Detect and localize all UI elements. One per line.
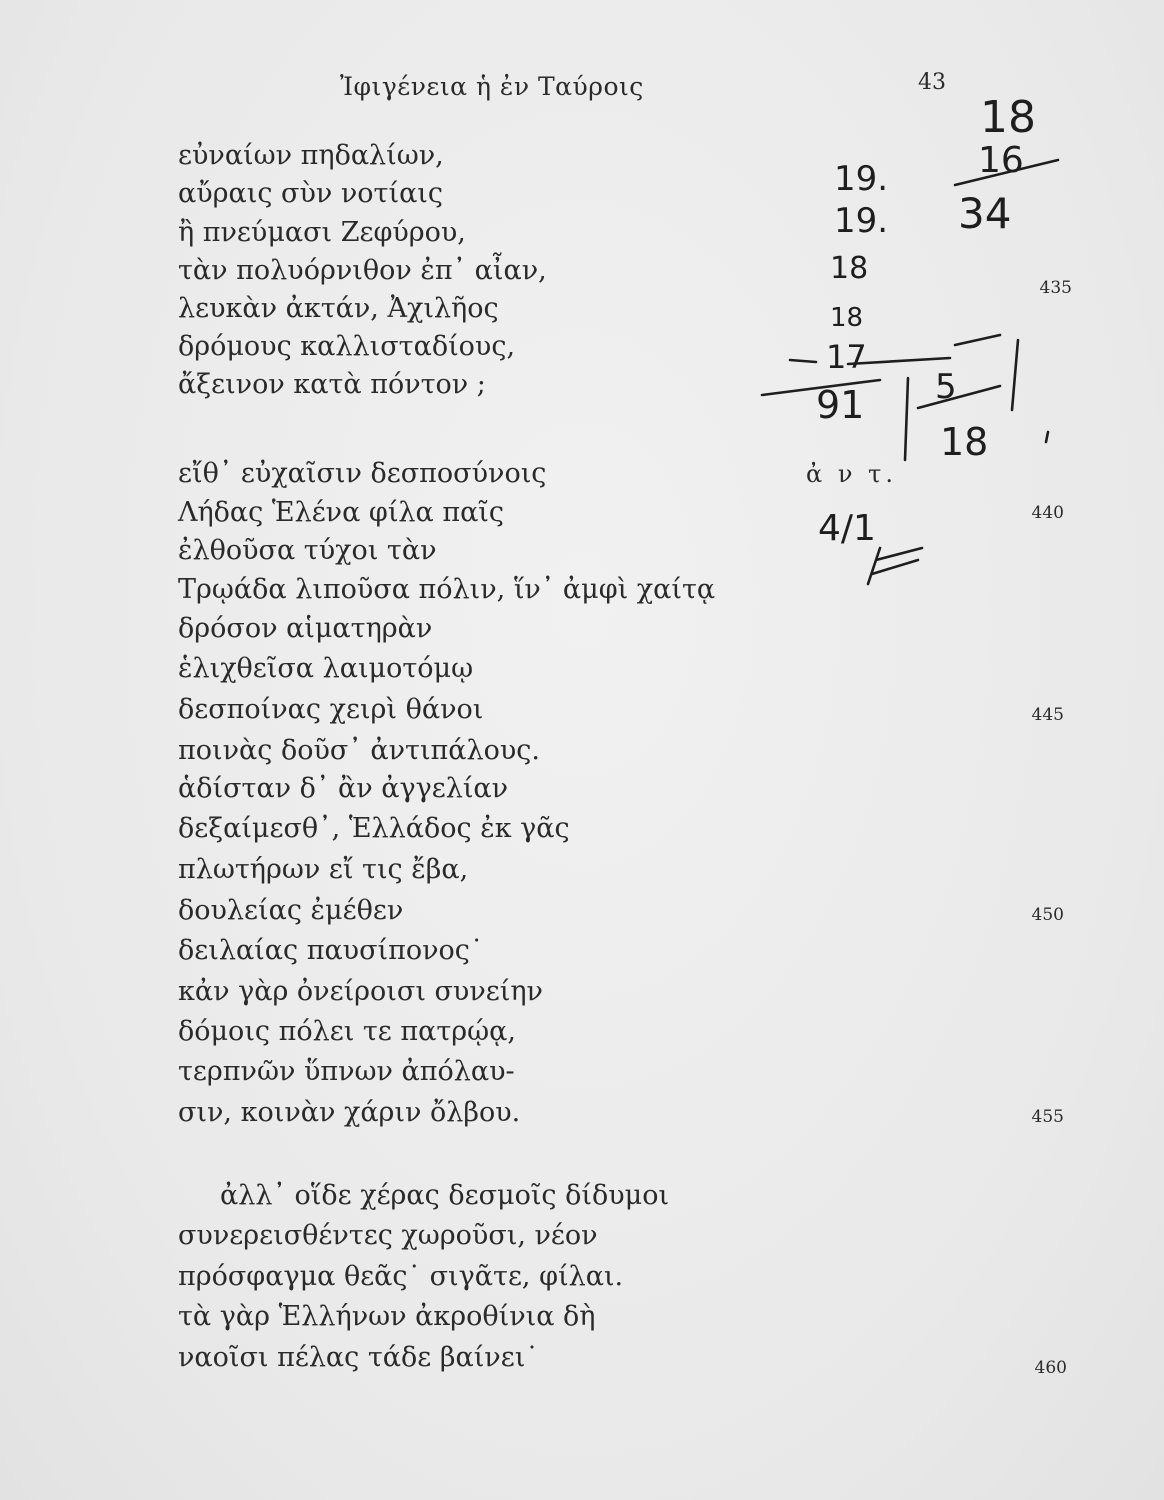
verse-line: Λήδας Ἑλένα φίλα παῖς [178,497,505,528]
verse-line: δεσποίνας χειρὶ θάνοι [178,694,484,725]
handwritten-count: 18 [830,303,864,333]
pencil-stroke [1012,340,1018,410]
verse-line: Τρῳάδα λιποῦσα πόλιν, ἵν᾽ ἀμφὶ χαίτᾳ [178,574,716,605]
verse-line: πλωτήρων εἴ τις ἔβα, [178,854,469,885]
pencil-sum-line [762,380,880,395]
verse-line: ἀλλ᾽ οἵδε χέρας δεσμοῖς δίδυμοι [220,1180,670,1211]
pencil-vertical [905,378,908,460]
handwritten-count: 19. [834,201,889,241]
verse-line: δόμοις πόλει τε πατρῴᾳ, [178,1016,517,1047]
verse-line: ποινὰς δοῦσ᾽ ἀντιπάλους. [178,735,541,766]
verse-line: σιν, κοινὰν χάριν ὄλβου. [178,1097,521,1128]
verse-line: τὰ γὰρ Ἑλλήνων ἀκροθίνια δὴ [178,1301,596,1332]
page-number: 43 [918,70,946,95]
verse-line: λευκὰν ἀκτάν, Ἀχιλῆος [178,293,499,324]
verse-line: ἐλθοῦσα τύχοι τὰν [178,535,437,566]
handwritten-fraction-num: 5 [935,367,957,407]
pencil-stroke [848,358,950,364]
handwritten-ant-mark: 4/1 [818,508,876,549]
verse-line: αὔραις σὺν νοτίαις [178,178,444,209]
verse-line: ναοῖσι πέλας τάδε βαίνει˙ [178,1342,539,1373]
verse-line: δρόσον αἱματηρὰν [178,613,433,644]
verse-line: συνερεισθέντες χωροῦσι, νέον [178,1220,598,1251]
antistrophe-label: ἀ ν τ. [806,460,897,488]
line-number: 455 [1031,1107,1064,1127]
verse-line: δουλείας ἐμέθεν [178,895,404,926]
line-number: 460 [1034,1358,1067,1378]
handwritten-count: 18 [830,251,869,286]
pencil-stroke [955,335,1000,345]
verse-line: εὐναίων πηδαλίων, [178,140,444,171]
verse-line: δεξαίμεσθ᾽, Ἑλλάδος ἐκ γᾶς [178,813,570,844]
verse-line: ἑλιχθεῖσα λαιμοτόμῳ [178,653,474,684]
line-number: 450 [1031,905,1064,925]
verse-line: ἄξεινον κατὰ πόντον ; [178,369,486,400]
line-number: 440 [1031,503,1064,523]
verse-line: δειλαίας παυσίπονος˙ [178,935,484,966]
line-number: 435 [1039,278,1072,298]
verse-line: δρόμους καλλισταδίους, [178,331,516,362]
handwritten-fraction-top: 18 [980,92,1036,143]
pencil-dash [790,360,816,362]
line-number: 445 [1031,705,1064,725]
verse-line: εἴθ᾽ εὐχαῖσιν δεσποσύνοις [178,458,547,489]
pencil-equals [868,548,922,584]
handwritten-fraction-mid: 16 [978,140,1024,181]
handwritten-count: 91 [816,383,865,427]
verse-line: ἢ πνεύμασι Ζεφύρου, [178,217,466,248]
verse-line: ἁδίσταν δ᾽ ἂν ἀγγελίαν [178,773,509,804]
pencil-tick [1046,432,1048,442]
pencil-fraction-bar [955,160,1058,185]
verse-line: πρόσφαγμα θεᾶς˙ σιγᾶτε, φίλαι. [178,1261,624,1292]
verse-line: κἀν γὰρ ὀνείροισι συνείην [178,976,543,1007]
handwritten-fraction-den: 18 [940,420,989,464]
pencil-fraction-bar [918,386,1000,408]
verse-line: τερπνῶν ὕπνων ἀπόλαυ- [178,1056,515,1087]
handwritten-fraction-bottom: 34 [958,189,1012,238]
handwritten-count: 19. [834,159,889,199]
handwritten-count: 17 [826,338,867,376]
verse-line: τὰν πολυόρνιθον ἐπ᾽ αἶαν, [178,255,547,286]
running-header-title: Ἰφιγένεια ἡ ἐν Ταύροις [340,72,644,101]
